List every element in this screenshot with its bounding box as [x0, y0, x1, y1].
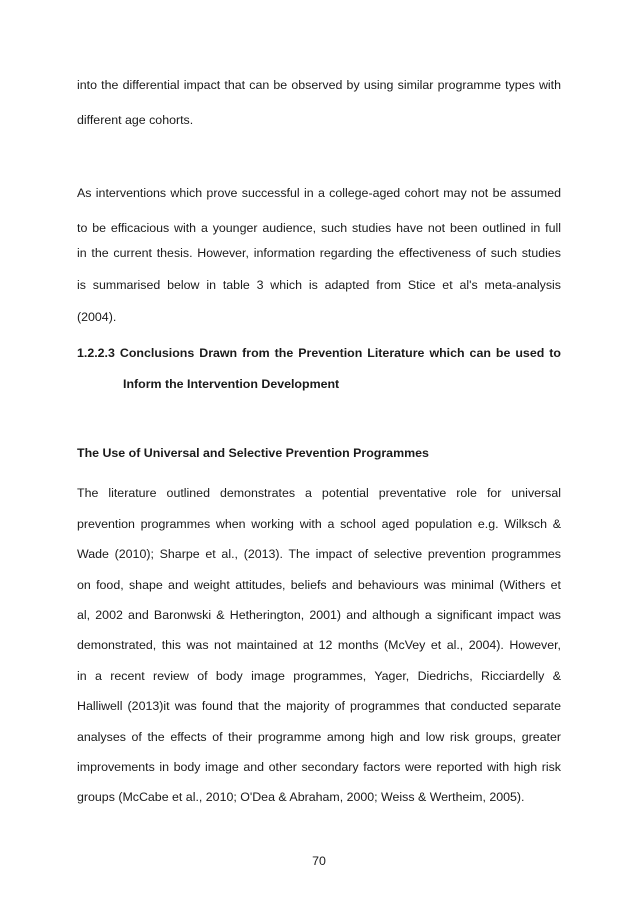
paragraph-3-line-1: The literature outlined demonstrates a potential preventative role for universal	[77, 486, 561, 500]
paragraph-3-line-10: improvements in body image and other secondary factors were reported with high risk	[77, 760, 561, 774]
page-number: 70	[312, 854, 326, 868]
paragraph-2-line-1: As interventions which prove successful in a college-aged cohort may not be assumed	[77, 186, 561, 200]
paragraph-3-line-9: analyses of the effects of their programme among high and low risk groups, greater	[77, 730, 561, 744]
paragraph-3-line-5: al, 2002 and Baronwski & Hetherington, 2001) and although a significant impact was	[77, 608, 561, 622]
section-heading-line-2: Inform the Intervention Development	[123, 377, 340, 391]
subheading: The Use of Universal and Selective Prevention Programmes	[77, 446, 429, 460]
paragraph-3-line-3: Wade (2010); Sharpe et al., (2013). The impact of selective prevention programmes	[77, 547, 561, 561]
paragraph-2-line-4: is summarised below in table 3 which is adapted from Stice et al's meta-analysis	[77, 278, 561, 292]
paragraph-2-line-3: in the current thesis. However, information regarding the effectiveness of such studies	[77, 246, 561, 260]
paragraph-3-line-7: in a recent review of body image programmes, Yager, Diedrichs, Ricciardelly &	[77, 669, 561, 683]
section-heading-line-1: 1.2.2.3 Conclusions Drawn from the Prevention Literature which can be used to	[77, 346, 561, 360]
paragraph-3-line-8: Halliwell (2013)it was found that the majority of programmes that conducted separate	[77, 699, 561, 713]
paragraph-3-line-11: groups (McCabe et al., 2010; O'Dea & Abraham, 2000; Weiss & Wertheim, 2005).	[77, 790, 525, 804]
paragraph-2-line-2: to be efficacious with a younger audience, such studies have not been outlined in full	[77, 221, 561, 235]
paragraph-3-line-6: demonstrated, this was not maintained at 12 months (McVey et al., 2004). However,	[77, 638, 561, 652]
paragraph-1-line-1: into the differential impact that can be observed by using similar programme types with	[77, 78, 561, 92]
paragraph-3-line-4: on food, shape and weight attitudes, beliefs and behaviours was minimal (Withers et	[77, 578, 561, 592]
paragraph-1-line-2: different age cohorts.	[77, 113, 194, 127]
paragraph-2-line-5: (2004).	[77, 310, 117, 324]
paragraph-3-line-2: prevention programmes when working with a school aged population e.g. Wilksch &	[77, 517, 561, 531]
